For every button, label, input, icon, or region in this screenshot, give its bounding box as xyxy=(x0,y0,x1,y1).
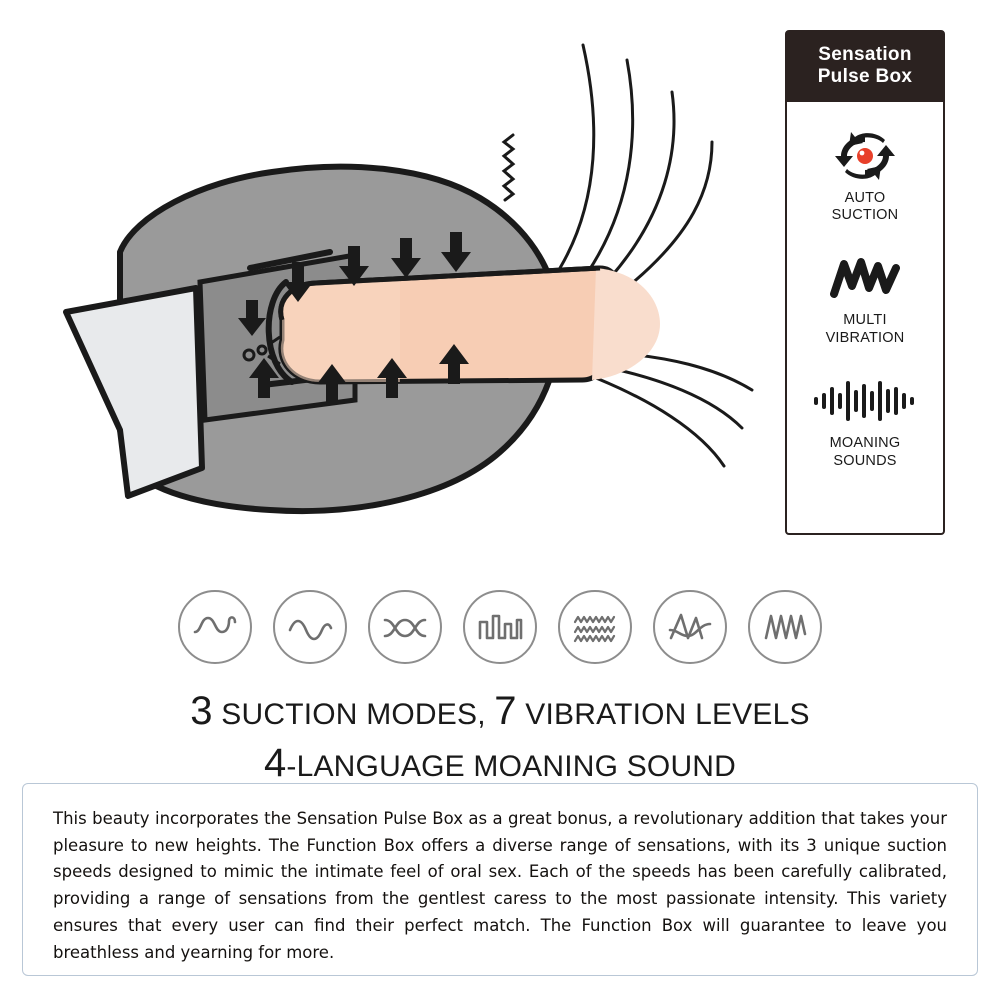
feature-moaning-sounds xyxy=(787,373,943,470)
pulse-box-title-line2: Pulse Box xyxy=(817,65,913,87)
feature-label-auto-suction-line1: AUTO xyxy=(844,189,886,206)
headline-line-2 xyxy=(0,737,1000,789)
mode-zigzag-circle xyxy=(748,590,822,664)
mode-square-pulse-circle xyxy=(463,590,537,664)
mode-ripple-circle xyxy=(558,590,632,664)
headline-language-text: -LANGUAGE MOANING SOUND xyxy=(286,750,737,783)
headline-suction-text: SUCTION MODES, xyxy=(212,698,495,731)
feature-label-moaning-sounds-line2: SOUNDS xyxy=(833,452,897,469)
mode-peak-wave-circle xyxy=(653,590,727,664)
headline-num-language: 4 xyxy=(263,741,287,785)
feature-multi-vibration xyxy=(787,250,943,347)
headline-num-suction: 3 xyxy=(190,689,213,733)
feature-label-moaning-sounds-line1: MOANING xyxy=(829,435,901,452)
mode-wave-2-circle xyxy=(273,590,347,664)
mode-peak-wave-icon xyxy=(666,610,714,644)
description-text: This beauty incorporates the Sensation Pulse Box as a great bonus, a revolutionary addition that takes your pleasure to new heights. The Function Box offers a diverse range of sensations, with its 3 unique suction speeds designed to mimic the intimate feel of oral sex. Each of the speeds has been carefully calibrated, providing a range of sensations from the gentlest caress to the most passionate intensity. This variety ensures that every user can find their perfect match. The Function Box will guarantee to leave you breathless and yearning for more. xyxy=(53,809,947,962)
pulse-box-header xyxy=(787,32,943,102)
mode-wave-2-icon xyxy=(286,610,334,644)
feature-label-multi-vibration-line1: MULTI xyxy=(843,312,887,329)
feature-label-multi-vibration-line2: VIBRATION xyxy=(825,329,905,346)
motion-lines xyxy=(560,45,752,466)
feature-label-auto-suction-line2: SUCTION xyxy=(831,207,899,224)
pulse-box-title-line1: Sensation xyxy=(818,44,912,65)
auto-suction-icon xyxy=(787,128,943,184)
headline-vibration-text: VIBRATION LEVELS xyxy=(516,698,810,731)
description-box xyxy=(22,783,978,976)
mode-cross-wave-icon xyxy=(381,610,429,644)
mode-cross-wave-circle xyxy=(368,590,442,664)
multi-vibration-icon xyxy=(787,250,943,306)
headline-line-1 xyxy=(0,685,1000,737)
vibration-modes-row xyxy=(0,572,1000,682)
headline-num-vibration: 7 xyxy=(494,689,517,733)
mode-wave-1-circle xyxy=(178,590,252,664)
mode-square-pulse-icon xyxy=(476,610,524,644)
feature-auto-suction xyxy=(787,128,943,225)
moaning-sounds-icon xyxy=(787,373,943,429)
mode-ripple-icon xyxy=(571,610,619,644)
mode-zigzag-icon xyxy=(761,610,809,644)
sensation-pulse-box-panel xyxy=(785,30,945,535)
mode-wave-1-icon xyxy=(191,610,239,644)
headline xyxy=(0,685,1000,789)
